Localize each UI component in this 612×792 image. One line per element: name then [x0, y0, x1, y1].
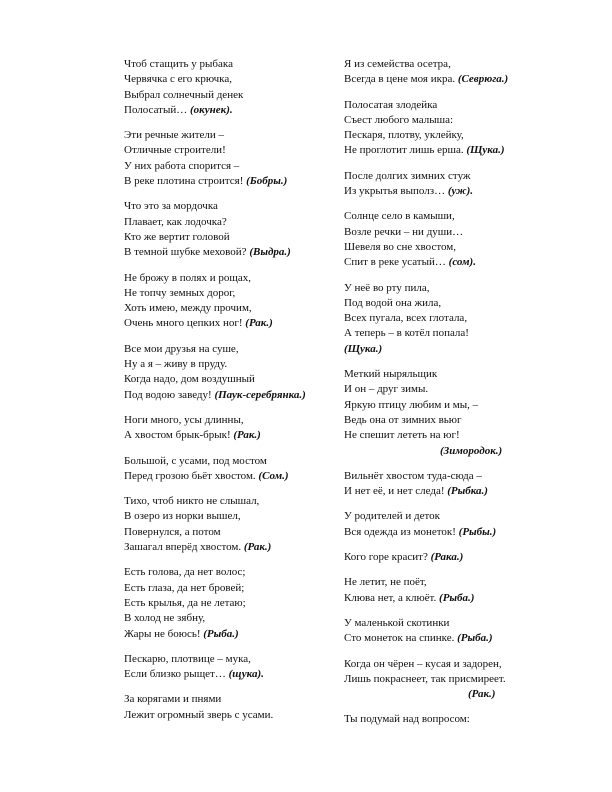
riddle-text: И он – друг зимы.: [344, 383, 429, 396]
riddle-line: [344, 57, 578, 72]
riddle-text: У родителей и деток: [344, 510, 441, 523]
riddle-text: Из укрытья выполз…: [344, 185, 446, 198]
riddle-line: [344, 616, 578, 631]
riddle-line: [344, 367, 578, 382]
riddle-text: Шевеля во сне хвостом,: [344, 240, 456, 253]
riddle-line: [124, 413, 336, 428]
riddle-answer: (Рак.): [243, 541, 272, 554]
riddle-line: [124, 286, 336, 301]
riddle-line: [344, 657, 578, 672]
riddle-line: [344, 255, 578, 270]
riddle-line: [124, 494, 336, 509]
riddle-text: А теперь – в котёл попала!: [344, 327, 469, 340]
riddle-line: [124, 525, 336, 540]
riddle-text: Возле речки – ни души…: [344, 225, 464, 238]
riddle-text: Лежит огромный зверь с усами.: [124, 708, 274, 721]
riddle-line: [344, 296, 578, 311]
riddle-line: [344, 209, 578, 224]
riddle-block: [344, 575, 578, 606]
riddle-line: [124, 469, 336, 484]
riddle-block: [124, 413, 336, 444]
riddle-answer: (Рыбка.): [447, 485, 488, 498]
riddle-line: [344, 382, 578, 397]
riddle-text: Полосатый…: [124, 103, 188, 116]
riddle-text: Сто монеток на спинке.: [344, 632, 455, 645]
riddle-answer: (окунек).: [190, 103, 233, 116]
riddle-line: [124, 174, 336, 189]
riddle-line: [124, 565, 336, 580]
riddle-line: [344, 712, 578, 727]
riddle-text: Спит в реке усатый…: [344, 256, 446, 269]
riddle-line: [344, 113, 578, 128]
riddle-line: [124, 215, 336, 230]
riddle-block: [344, 209, 578, 270]
riddle-line: [124, 708, 336, 723]
riddle-text: Червячка с его крючка,: [124, 73, 232, 86]
riddle-line: [344, 143, 578, 158]
riddle-answer: (Сом.): [258, 469, 289, 482]
riddle-block: [124, 494, 336, 555]
riddle-text: Есть голова, да нет волос;: [124, 566, 246, 579]
riddle-line: [344, 240, 578, 255]
riddle-text: Кто же вертит головой: [124, 230, 230, 243]
riddle-line: [124, 692, 336, 707]
riddle-text: Яркую птицу любим и мы, –: [344, 398, 479, 411]
riddle-line: [124, 596, 336, 611]
riddle-block: [344, 281, 578, 357]
riddle-answer: (Зимородок.): [440, 444, 503, 457]
riddle-block: [124, 692, 336, 723]
riddle-line: [124, 301, 336, 316]
riddle-answer-line: [344, 342, 578, 357]
riddle-line: [124, 128, 336, 143]
riddle-answer: (уж).: [447, 185, 473, 198]
riddle-block: [344, 469, 578, 500]
riddle-line: [344, 509, 578, 524]
riddle-text: Вильнёт хвостом туда-сюда –: [344, 469, 482, 482]
riddle-line: [344, 184, 578, 199]
riddle-text: Хоть имею, между прочим,: [124, 302, 252, 315]
riddle-text: Всегда в цене моя икра.: [344, 73, 456, 86]
riddle-text: Меткий ныряльщик: [344, 368, 438, 381]
riddle-text: Лишь покраснеет, так присмиреет.: [344, 672, 506, 685]
riddle-line: [344, 631, 578, 646]
riddle-block: [124, 199, 336, 260]
riddle-block: [124, 128, 336, 189]
riddle-answer: (Севрюга.): [457, 73, 509, 86]
riddle-block: [344, 367, 578, 459]
riddle-text: Эти речные жители –: [124, 129, 225, 142]
riddle-text: Под водою заведу!: [124, 388, 212, 401]
riddle-line: [124, 316, 336, 331]
riddle-text: В холод не зябну,: [124, 612, 206, 625]
riddle-text: Когда надо, дом воздушный: [124, 373, 255, 386]
riddle-line: [124, 428, 336, 443]
riddle-text: Если близко рыщет…: [124, 668, 226, 681]
riddle-line: [124, 667, 336, 682]
riddle-line: [124, 454, 336, 469]
riddle-text: Когда он чёрен – кусая и задорен,: [344, 657, 502, 670]
riddle-block: [124, 342, 336, 403]
riddle-block: [344, 616, 578, 647]
riddle-text: А хвостом брык-брык!: [124, 429, 231, 442]
riddle-text: Под водой она жила,: [344, 296, 442, 309]
riddle-text: Чтоб стащить у рыбака: [124, 58, 233, 70]
riddle-text: Ведь она от зимних вьюг: [344, 413, 462, 426]
riddle-answer: (Щука.): [344, 342, 383, 355]
riddle-text: Ноги много, усы длинны,: [124, 413, 244, 426]
riddle-line: [344, 413, 578, 428]
riddle-answer: (Щука.): [466, 144, 505, 157]
riddle-line: [124, 103, 336, 118]
riddle-line: [344, 398, 578, 413]
riddle-text: Ну а я – живу в пруду.: [124, 358, 228, 371]
riddle-text: Пескарю, плотвице – мука,: [124, 652, 251, 665]
riddle-block: [344, 57, 578, 88]
riddle-text: Плавает, как лодочка?: [124, 215, 227, 228]
riddle-answer: (сом).: [448, 256, 476, 269]
riddle-text: Всех пугала, всех глотала,: [344, 312, 468, 325]
riddle-answer: (Рыбы.): [458, 525, 497, 538]
riddle-answer: (Паук-серебрянка.): [214, 388, 306, 401]
riddle-line: [344, 128, 578, 143]
right-column: [344, 57, 578, 738]
riddle-text: Что это за мордочка: [124, 200, 218, 213]
riddle-text: Жары не боюсь!: [124, 627, 201, 640]
riddle-text: Очень много цепких ног!: [124, 317, 243, 330]
riddle-text: Вся одежда из монеток!: [344, 525, 456, 538]
riddle-answer: (Рак.): [468, 688, 496, 701]
riddle-text: После долгих зимних стуж: [344, 169, 471, 182]
riddle-text: В темной шубке меховой?: [124, 246, 247, 259]
riddle-text: У неё во рту пила,: [344, 281, 430, 294]
riddle-line: [124, 230, 336, 245]
riddle-text: Большой, с усами, под мостом: [124, 454, 267, 467]
riddle-line: [344, 591, 578, 606]
riddle-line: [344, 225, 578, 240]
riddle-answer: (Рак.): [233, 429, 261, 442]
riddle-block: [344, 657, 578, 703]
riddle-text: Я из семейства осетра,: [344, 58, 451, 70]
riddle-text: И нет её, и нет следа!: [344, 485, 445, 498]
riddle-line: [344, 575, 578, 590]
riddle-line: [124, 57, 336, 72]
riddle-line: [124, 372, 336, 387]
riddle-line: [124, 143, 336, 158]
riddle-line: [124, 199, 336, 214]
riddle-line: [124, 88, 336, 103]
riddle-text: Не брожу в полях и рощах,: [124, 271, 251, 284]
riddle-text: Пескаря, плотву, уклейку,: [344, 129, 464, 142]
riddle-line: [124, 245, 336, 260]
riddle-text: Зашагал вперёд хвостом.: [124, 541, 242, 554]
riddle-block: [124, 454, 336, 485]
riddle-text: У маленькой скотинки: [344, 616, 450, 629]
riddle-text: У них работа спорится –: [124, 159, 240, 172]
riddle-text: Клюва нет, а клюёт.: [344, 591, 437, 604]
riddle-line: [124, 509, 336, 524]
riddle-text: В реке плотина строится!: [124, 175, 244, 188]
riddle-line: [344, 311, 578, 326]
riddle-answer: (Выдра.): [249, 246, 291, 259]
riddle-line: [344, 281, 578, 296]
riddle-block: [124, 271, 336, 332]
left-column: [124, 57, 336, 733]
riddle-line: [124, 627, 336, 642]
riddle-line: [124, 388, 336, 403]
riddle-answer-line: [344, 687, 578, 702]
riddle-answer: (Рака.): [430, 551, 464, 564]
riddle-block: [344, 550, 578, 565]
riddle-text: За корягами и пнями: [124, 693, 222, 706]
riddle-line: [124, 271, 336, 286]
riddle-block: [124, 57, 336, 118]
riddle-answer: (щука).: [228, 668, 264, 681]
riddle-text: Выбрал солнечный денек: [124, 88, 244, 101]
riddle-block: [344, 98, 578, 159]
riddle-text: Не летит, не поёт,: [344, 576, 427, 589]
riddle-line: [344, 428, 578, 443]
riddle-line: [124, 540, 336, 555]
riddle-line: [344, 326, 578, 341]
riddle-block: [344, 169, 578, 200]
riddle-block: [124, 565, 336, 641]
riddle-line: [124, 611, 336, 626]
riddle-text: Кого горе красит?: [344, 551, 428, 564]
riddle-line: [124, 652, 336, 667]
riddle-line: [124, 342, 336, 357]
riddle-answer: (Рыба.): [203, 627, 239, 640]
riddle-text: Тихо, чтоб никто не слышал,: [124, 495, 260, 508]
riddle-line: [344, 469, 578, 484]
riddle-text: Солнце село в камыши,: [344, 210, 455, 223]
riddle-block: [344, 712, 578, 727]
riddle-text: В озеро из норки вышел,: [124, 510, 241, 523]
riddle-line: [344, 550, 578, 565]
riddle-block: [344, 509, 578, 540]
riddle-line: [124, 581, 336, 596]
riddle-text: Не топчу земных дорог,: [124, 286, 236, 299]
riddle-line: [344, 98, 578, 113]
riddle-text: Не спешит лететь на юг!: [344, 429, 460, 442]
riddle-text: Есть глаза, да нет бровей;: [124, 581, 245, 594]
riddle-answer: (Рыба.): [457, 632, 493, 645]
riddle-text: Повернулся, а потом: [124, 525, 221, 538]
riddle-line: [344, 72, 578, 87]
riddle-line: [344, 672, 578, 687]
riddle-line: [344, 525, 578, 540]
riddle-line: [344, 169, 578, 184]
riddle-line: [124, 72, 336, 87]
riddle-text: Ты подумай над вопросом:: [344, 713, 470, 726]
riddle-line: [124, 357, 336, 372]
riddle-block: [124, 652, 336, 683]
riddle-text: Съест любого малыша:: [344, 113, 454, 126]
riddle-answer: (Бобры.): [246, 175, 288, 188]
riddle-answer: (Рак.): [245, 317, 273, 330]
riddle-text: Перед грозою бьёт хвостом.: [124, 469, 256, 482]
riddle-text: Есть крылья, да не летаю;: [124, 596, 246, 609]
riddle-answer-line: [344, 444, 578, 459]
riddle-text: Все мои друзья на суше,: [124, 342, 239, 355]
riddle-line: [344, 484, 578, 499]
riddle-text: Не проглотит лишь ерша.: [344, 144, 464, 157]
riddle-text: Полосатая злодейка: [344, 98, 438, 111]
riddle-line: [124, 159, 336, 174]
riddle-text: Отличные строители!: [124, 144, 226, 157]
riddle-answer: (Рыба.): [439, 591, 475, 604]
